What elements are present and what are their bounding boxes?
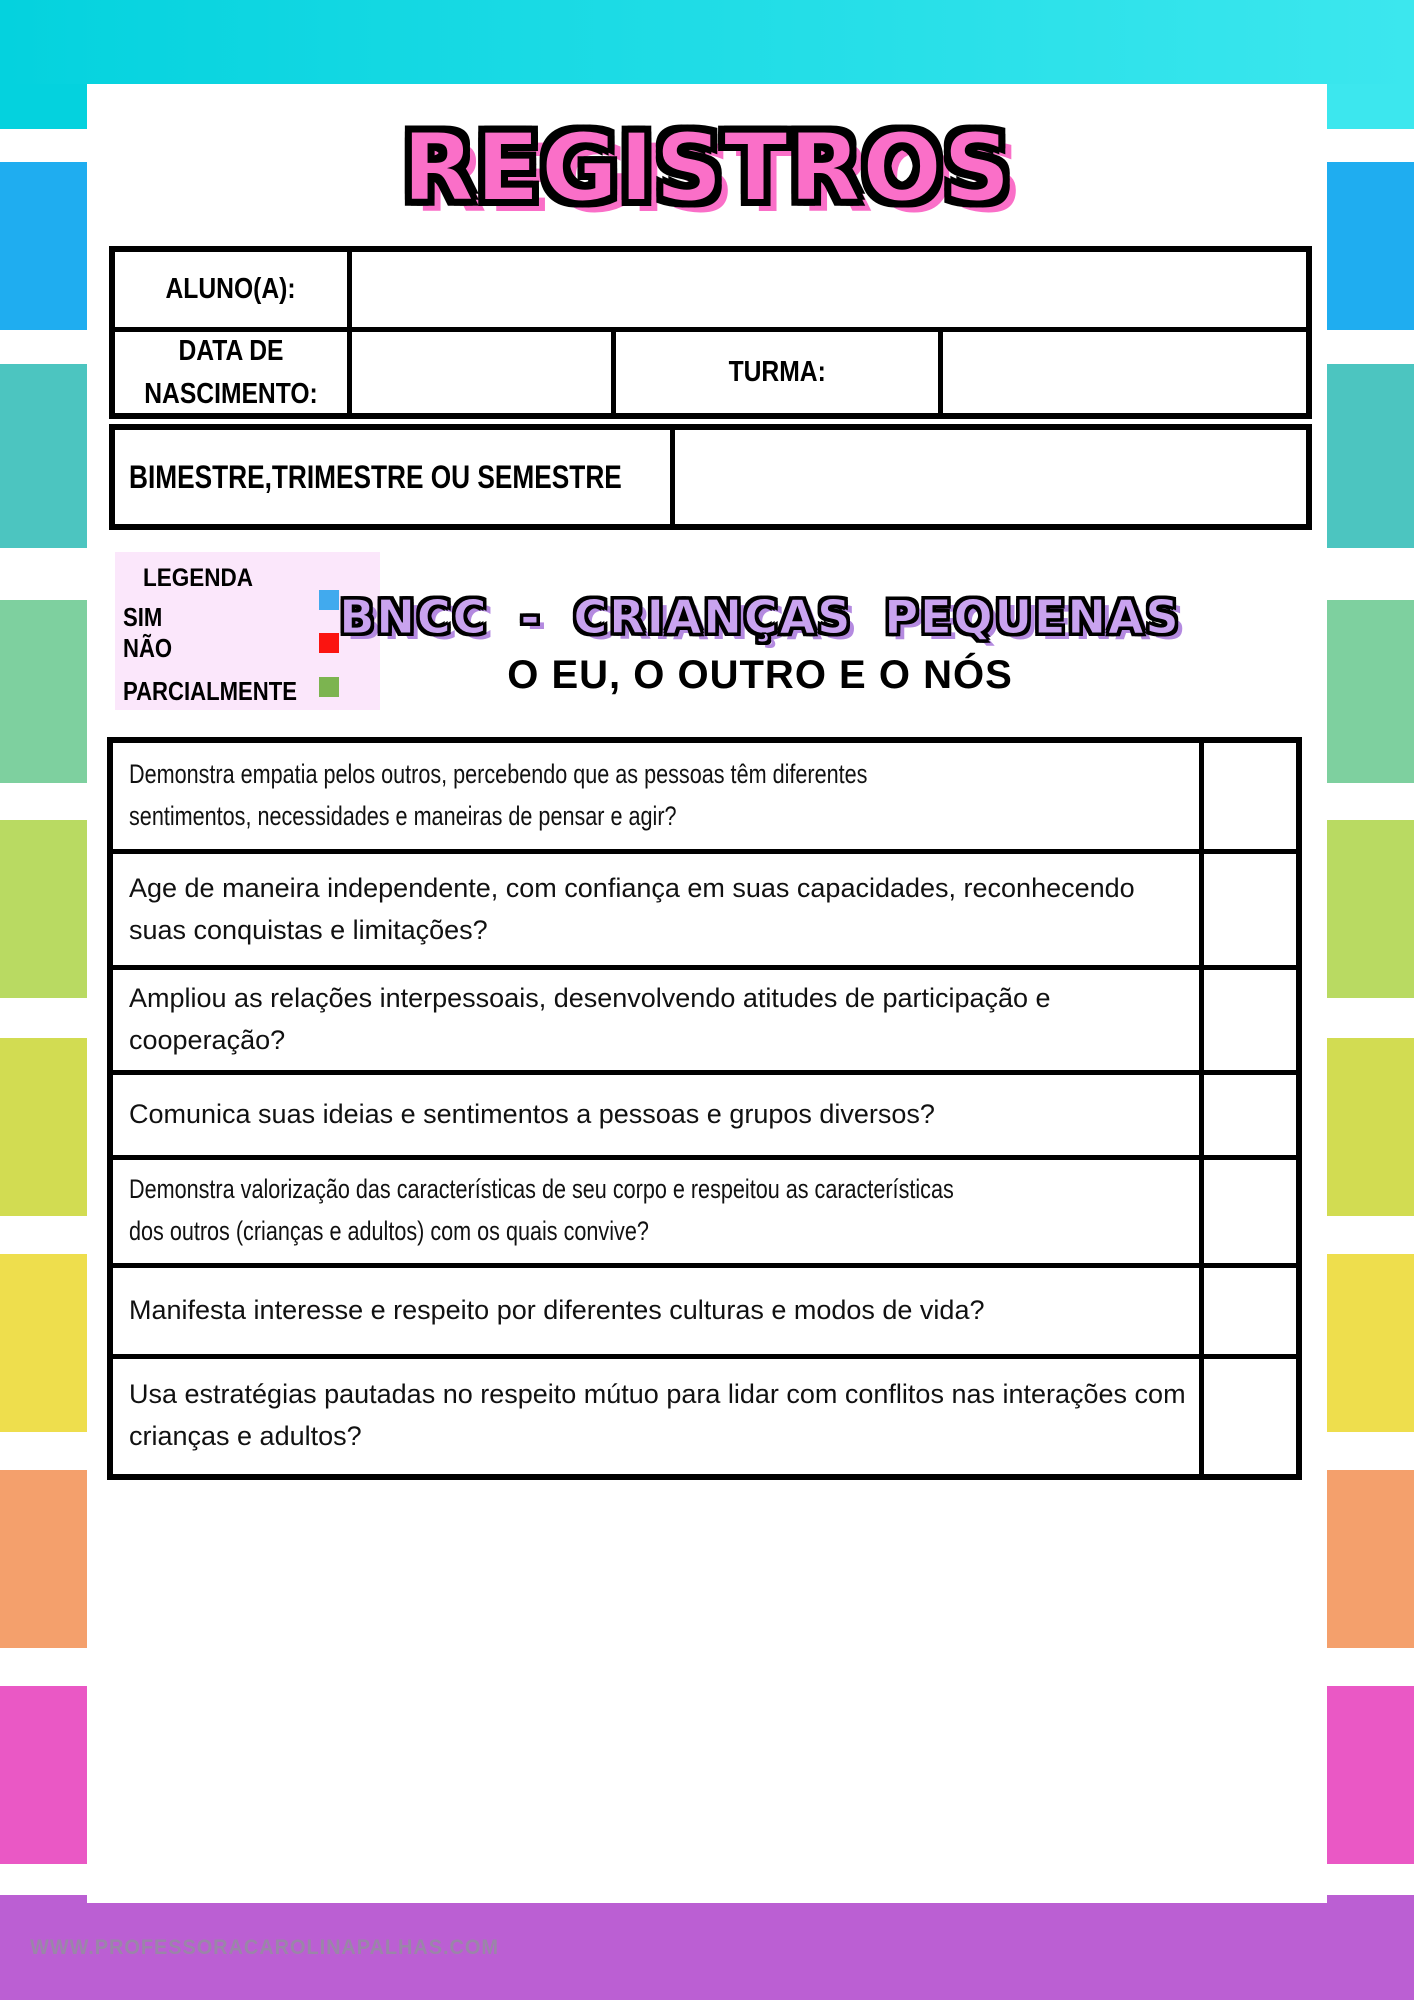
aluno-label-cell — [115, 252, 352, 327]
right-accent-block-green — [1327, 600, 1414, 783]
question-text-cell — [113, 743, 1199, 849]
question-row — [113, 1263, 1296, 1354]
question-text: Usa estratégias pautadas no respeito mútuo para lidar com conflitos nas interações com crianças e adultos? — [129, 1379, 1186, 1452]
question-text-cell — [113, 970, 1199, 1070]
left-accent-block-turquoise — [0, 364, 87, 548]
right-accent-block-turquoise — [1327, 364, 1414, 548]
top-accent-band — [0, 0, 1414, 84]
right-accent-block-olive — [1327, 1038, 1414, 1216]
periodo-label: BIMESTRE,TRIMESTRE OU SEMESTRE — [129, 458, 622, 495]
question-text: Age de maneira independente, com confiança em suas capacidades, reconhecendo suas conquistas e limitações? — [129, 872, 1135, 945]
question-text-cell — [113, 1268, 1199, 1354]
turma-label: TURMA: — [728, 356, 826, 389]
answer-cell[interactable] — [1199, 743, 1296, 849]
question-text-cell — [113, 1359, 1199, 1474]
section-subheading: O EU, O OUTRO E O NÓS — [507, 652, 1013, 697]
question-row — [113, 743, 1296, 849]
worksheet-page — [87, 84, 1327, 1903]
question-text: Demonstra valorização das características de seu corpo e respeitou as características dos outros (crianças e adultos) com os quais convive? — [129, 1174, 954, 1247]
aluno-label: ALUNO(A): — [165, 273, 297, 306]
left-accent-block-olive — [0, 1038, 87, 1216]
question-text: Ampliou as relações interpessoais, desenvolvendo atitudes de participação e cooperação? — [129, 983, 1051, 1055]
question-row — [113, 965, 1296, 1070]
questions-table — [107, 737, 1302, 1480]
legend-item-sim: SIM — [123, 602, 163, 632]
left-accent-block-magenta — [0, 1686, 87, 1864]
periodo-label-cell — [115, 430, 675, 524]
question-row — [113, 1354, 1296, 1474]
left-accent-block-orange — [0, 1470, 87, 1648]
left-accent-block-yellow — [0, 1254, 87, 1432]
question-row — [113, 1155, 1296, 1263]
left-accent-block-yellowgreen — [0, 820, 87, 998]
question-text-cell — [113, 1075, 1199, 1155]
top-accent-stub-left — [0, 84, 87, 129]
right-accent-block-magenta — [1327, 1686, 1414, 1864]
question-text-cell — [113, 854, 1199, 965]
bncc-heading: BNCC - CRIANÇAS PEQUENAS — [339, 590, 1181, 644]
footer-url: WWW.PROFESSORACAROLINAPALHAS.COM — [30, 1936, 499, 1959]
table-row — [115, 332, 1306, 413]
question-row — [113, 1070, 1296, 1155]
answer-cell[interactable] — [1199, 1075, 1296, 1155]
legend-item-parcialmente: PARCIALMENTE — [123, 676, 297, 706]
turma-label-cell — [616, 332, 943, 413]
nascimento-value-cell[interactable] — [352, 332, 616, 413]
periodo-value-cell[interactable] — [675, 430, 1306, 524]
page-title: REGISTROS — [402, 114, 1012, 223]
top-accent-stub-right — [1327, 84, 1414, 129]
legend-title: LEGENDA — [143, 564, 254, 592]
right-accent-block-yellow — [1327, 1254, 1414, 1432]
turma-value-cell[interactable] — [943, 332, 1306, 413]
aluno-value-cell[interactable] — [352, 252, 1306, 327]
question-row — [113, 849, 1296, 965]
right-accent-block-orange — [1327, 1470, 1414, 1648]
answer-cell[interactable] — [1199, 1160, 1296, 1263]
right-accent-block-yellowgreen — [1327, 820, 1414, 998]
student-info-table — [109, 246, 1312, 419]
answer-cell[interactable] — [1199, 970, 1296, 1070]
answer-cell[interactable] — [1199, 1359, 1296, 1474]
right-accent-block-blue — [1327, 162, 1414, 330]
nascimento-label-cell — [115, 332, 352, 413]
table-row — [115, 252, 1306, 332]
period-table — [109, 424, 1312, 530]
section-headings — [187, 592, 1333, 698]
question-text-cell — [113, 1160, 1199, 1263]
left-accent-block-blue — [0, 162, 87, 330]
left-accent-block-green — [0, 600, 87, 783]
question-text: Comunica suas ideias e sentimentos a pessoas e grupos diversos? — [129, 1098, 935, 1129]
nascimento-label: DATA DE NASCIMENTO: — [144, 335, 318, 410]
question-text: Manifesta interesse e respeito por diferentes culturas e modos de vida? — [129, 1294, 985, 1325]
question-text: Demonstra empatia pelos outros, percebendo que as pessoas têm diferentes sentimentos, necessidades e maneiras de pensar e agir? — [129, 759, 868, 831]
legend-item-nao: NÃO — [123, 633, 173, 663]
answer-cell[interactable] — [1199, 1268, 1296, 1354]
answer-cell[interactable] — [1199, 854, 1296, 965]
